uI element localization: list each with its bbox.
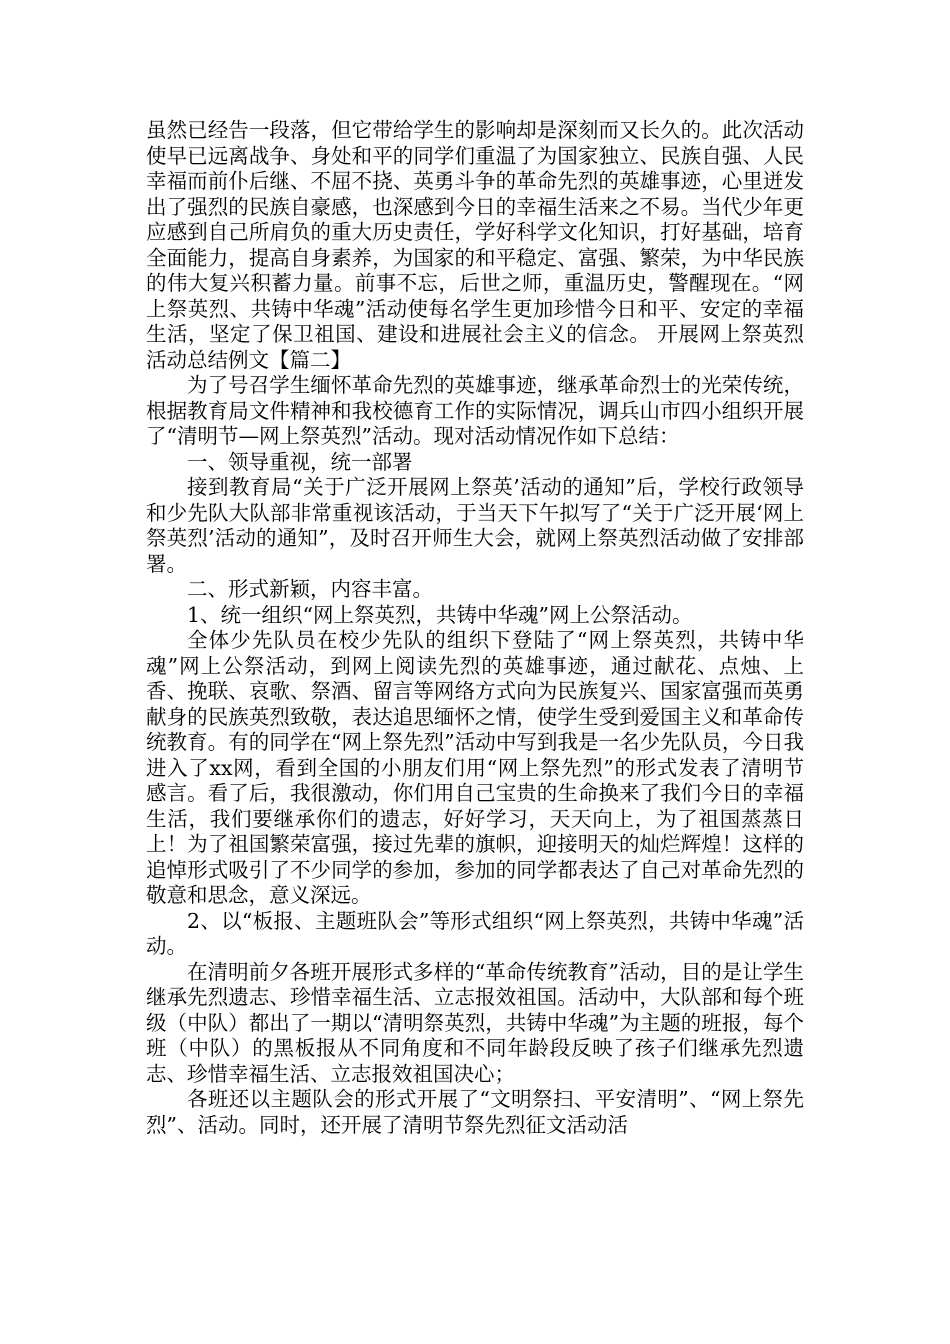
subsection-heading-1: 1、统一组织“网上祭英烈，共铸中华魂”网上公祭活动。 xyxy=(187,602,693,627)
paragraph-intro: 为了号召学生缅怀革命先烈的英雄事迹，继承革命烈士的光荣传统，根据教育局文件精神和我校德育工作的实际情况，调兵山市四小组织开展了“清明节—网上祭英烈”活动。现对活动情况作如下总结： xyxy=(146,373,804,448)
paragraph-subsection-2: 在清明前夕各班开展形式多样的“革命传统教育”活动，目的是让学生继承先烈遗志、珍惜幸福生活、立志报效祖国。活动中，大队部和每个班级（中队）都出了一期以“清明祭英烈，共铸中华魂”为主题的班报，每个班（中队）的黑板报从不同角度和不同年龄段反映了孩子们继承先烈遗志、珍惜幸福生活、立志报效祖国决心； xyxy=(146,959,804,1086)
paragraph-section-1: 接到教育局“关于广泛开展网上祭英’活动的通知”后，学校行政领导和少先队大队部非常重视该活动，于当天下午拟写了“关于广泛开展‘网上祭英烈’活动的通知”，及时召开师生大会，就网上祭英烈活动做了安排部署。 xyxy=(146,475,804,576)
paragraph-continuation: 虽然已经告一段落，但它带给学生的影响却是深刻而又长久的。此次活动使早已远离战争、身处和平的同学们重温了为国家独立、民族自强、人民幸福而前仆后继、不屈不挠、英勇斗争的革命先烈的英雄事迹，心里迸发出了强烈的民族自豪感，也深感到今日的幸福生活来之不易。当代少年更应感到自己所肩负的重大历史责任，学好科学文化知识，打好基础，培育全面能力，提高自身素养，为国家的和平稳定、富强、繁荣，为中华民族的伟大复兴积蓄力量。前事不忘，后世之师，重温历史，警醒现在。“网上祭英烈、共铸中华魂”活动使每名学生更加珍惜今日和平、安定的幸福生活，坚定了保卫祖国、建设和进展社会主义的信念。 开展网上祭英烈活动总结例文【篇二】 xyxy=(146,118,804,372)
document-body xyxy=(146,118,804,1138)
paragraph-subsection-1: 全体少先队员在校少先队的组织下登陆了“网上祭英烈，共铸中华魂”网上公祭活动，到网上阅读先烈的英雄事迹，通过献花、点烛、上香、挽联、哀歌、祭酒、留言等网络方式向为民族复兴、国家富强而英勇献身的民族英烈致敬，表达追思缅怀之情，使学生受到爱国主义和革命传统教育。有的同学在“网上祭先烈”活动中写到我是一名少先队员，今日我进入了xx网，看到全国的小朋友们用“网上祭先烈”的形式发表了清明节感言。看了后，我很激动，你们用自己宝贵的生命换来了我们今日的幸福生活，我们要继承你们的遗志，好好学习，天天向上，为了祖国蒸蒸日上！为了祖国繁荣富强，接过先辈的旗帜，迎接明天的灿烂辉煌！这样的追悼形式吸引了不少同学的参加，参加的同学都表达了自己对革命先烈的敬意和思念，意义深远。 xyxy=(146,628,804,907)
paragraph-subsection-2-cont: 各班还以主题队会的形式开展了“文明祭扫、平安清明”、“网上祭先烈”、活动。同时，还开展了清明节祭先烈征文活动活 xyxy=(146,1087,804,1137)
section-heading-1: 一、领导重视，统一部署 xyxy=(187,449,413,474)
section-heading-2: 二、形式新颖，内容丰富。 xyxy=(187,577,433,601)
subsection-heading-2: 2、以“板报、主题班队会”等形式组织“网上祭英烈，共铸中华魂”活动。 xyxy=(146,908,804,958)
